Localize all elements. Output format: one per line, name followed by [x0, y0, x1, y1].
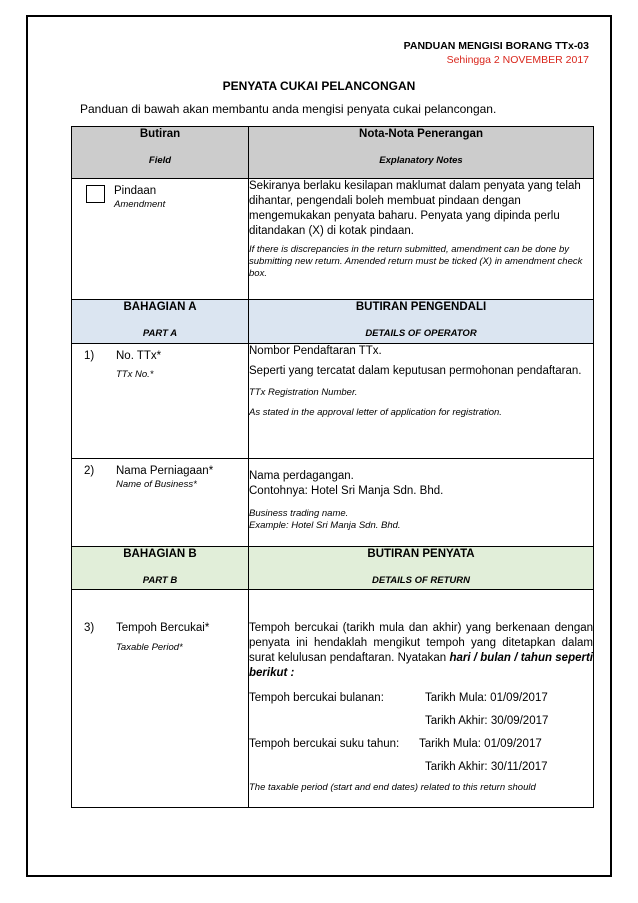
part-a-title: BUTIRAN PENGENDALI [355, 301, 487, 313]
amendment-label-group [114, 184, 165, 211]
business-name-label-en: Name of Business* [116, 479, 197, 490]
ttx-no-label: No. TTx* [116, 350, 162, 362]
business-name-note-2: Contohnya: Hotel Sri Manja Sdn. Bhd. [249, 485, 444, 497]
guide-title: PANDUAN MENGISI BORANG TTx-03 [403, 40, 589, 52]
part-b-label: BAHAGIAN B [123, 548, 197, 560]
taxable-period-note-en: The taxable period (start and end dates) related to this return should [249, 782, 536, 793]
monthly-start-date: Tarikh Mula: 01/09/2017 [425, 692, 548, 704]
quarterly-period-label: Tempoh bercukai suku tahun: [249, 738, 400, 750]
business-name-label: Nama Perniagaan* [116, 465, 214, 477]
taxable-period-label-group [116, 621, 209, 654]
part-b-label-en: PART B [142, 575, 178, 586]
part-a-label-cell [72, 300, 249, 344]
business-name-label-group [116, 464, 213, 491]
part-b-title-en: DETAILS OF RETURN [372, 575, 470, 586]
amendment-note-text-en: If there is discrepancies in the return submitted, amendment can be done by submitting new return. Amended return must be ticked (X) in amendment check box. [249, 244, 583, 279]
header-notes-label: Nota-Nota Penerangan [359, 128, 483, 140]
monthly-period-label: Tempoh bercukai bulanan: [249, 692, 384, 704]
amendment-label: Pindaan [114, 185, 157, 197]
header-field [72, 127, 249, 179]
ttx-no-note-2-en: As stated in the approval letter of application for registration. [249, 407, 502, 418]
taxable-period-note [249, 590, 594, 808]
ttx-no-note-2: Seperti yang tercatat dalam keputusan permohonan pendaftaran. [249, 365, 582, 377]
business-name-note-2-en: Example: Hotel Sri Manja Sdn. Bhd. [249, 520, 401, 531]
part-b-title: BUTIRAN PENYATA [367, 548, 475, 560]
row-number: 3) [84, 622, 95, 634]
amendment-note-text: Sekiranya berlaku kesilapan maklumat dalam penyata yang telah dihantar, pengendali boleh membuat pindaan dengan mengemukakan penyata baharu. Penyata yang dipinda perlu ditandakan (X) di kotak pindaan. [249, 180, 581, 237]
business-name-field [72, 459, 249, 547]
part-b-row [72, 547, 594, 590]
amendment-label-en: Amendment [114, 199, 166, 210]
table-row-taxable-period [72, 590, 594, 808]
ttx-no-note-1-en: TTx Registration Number. [249, 387, 358, 398]
table-row-ttx-no [72, 344, 594, 459]
header-notes-label-en: Explanatory Notes [379, 155, 463, 166]
part-b-label-cell [72, 547, 249, 590]
header-field-label-en: Field [148, 155, 172, 166]
document-header [404, 39, 589, 67]
header-field-label: Butiran [139, 128, 181, 140]
ttx-no-label-en: TTx No.* [116, 369, 154, 380]
taxable-period-label-en: Taxable Period* [116, 642, 183, 653]
amendment-checkbox[interactable] [86, 185, 105, 203]
monthly-period-example [249, 691, 593, 706]
document-title: PENYATA CUKAI PELANCONGAN [222, 79, 416, 93]
part-a-title-cell [249, 300, 594, 344]
revision-date: Sehingga 2 NOVEMBER 2017 [446, 54, 589, 66]
guide-table [71, 126, 594, 808]
table-row-amendment [72, 179, 594, 300]
monthly-end-date: Tarikh Akhir: 30/09/2017 [425, 715, 549, 727]
table-row-business-name [72, 459, 594, 547]
amendment-field [72, 179, 249, 300]
business-name-note [249, 459, 594, 547]
business-name-note-1: Nama perdagangan. [249, 470, 354, 482]
amendment-note [249, 179, 594, 300]
intro-text: Panduan di bawah akan membantu anda mengisi penyata cukai pelancongan. [80, 102, 497, 116]
part-a-label-en: PART A [142, 328, 178, 339]
ttx-no-label-group [116, 349, 161, 381]
quarterly-end-date: Tarikh Akhir: 30/11/2017 [425, 761, 548, 773]
header-notes [249, 127, 594, 179]
taxable-period-note-emphasis: hari / bulan / tahun seperti berikut : [249, 652, 593, 679]
taxable-period-label: Tempoh Bercukai* [116, 622, 210, 634]
row-number: 2) [84, 465, 95, 477]
quarterly-start-date: Tarikh Mula: 01/09/2017 [419, 738, 542, 750]
table-header-row [72, 127, 594, 179]
taxable-period-note-text [249, 621, 593, 681]
part-a-title-en: DETAILS OF OPERATOR [365, 328, 477, 339]
row-number: 1) [84, 350, 95, 362]
taxable-period-field [72, 590, 249, 808]
part-a-row [72, 300, 594, 344]
ttx-no-field [72, 344, 249, 459]
part-a-label: BAHAGIAN A [123, 301, 197, 313]
ttx-no-note [249, 344, 594, 459]
part-b-title-cell [249, 547, 594, 590]
business-name-note-1-en: Business trading name. [249, 508, 349, 519]
taxable-period-note-main: Tempoh bercukai (tarikh mula dan akhir) yang berkenaan dengan penyata ini hendaklah mengikut tempoh yang ditetapkan dalam surat kelulusan pendaftaran. Nyatakan [249, 622, 593, 664]
quarterly-period-example [249, 737, 593, 752]
ttx-no-note-1: Nombor Pendaftaran TTx. [249, 345, 382, 357]
